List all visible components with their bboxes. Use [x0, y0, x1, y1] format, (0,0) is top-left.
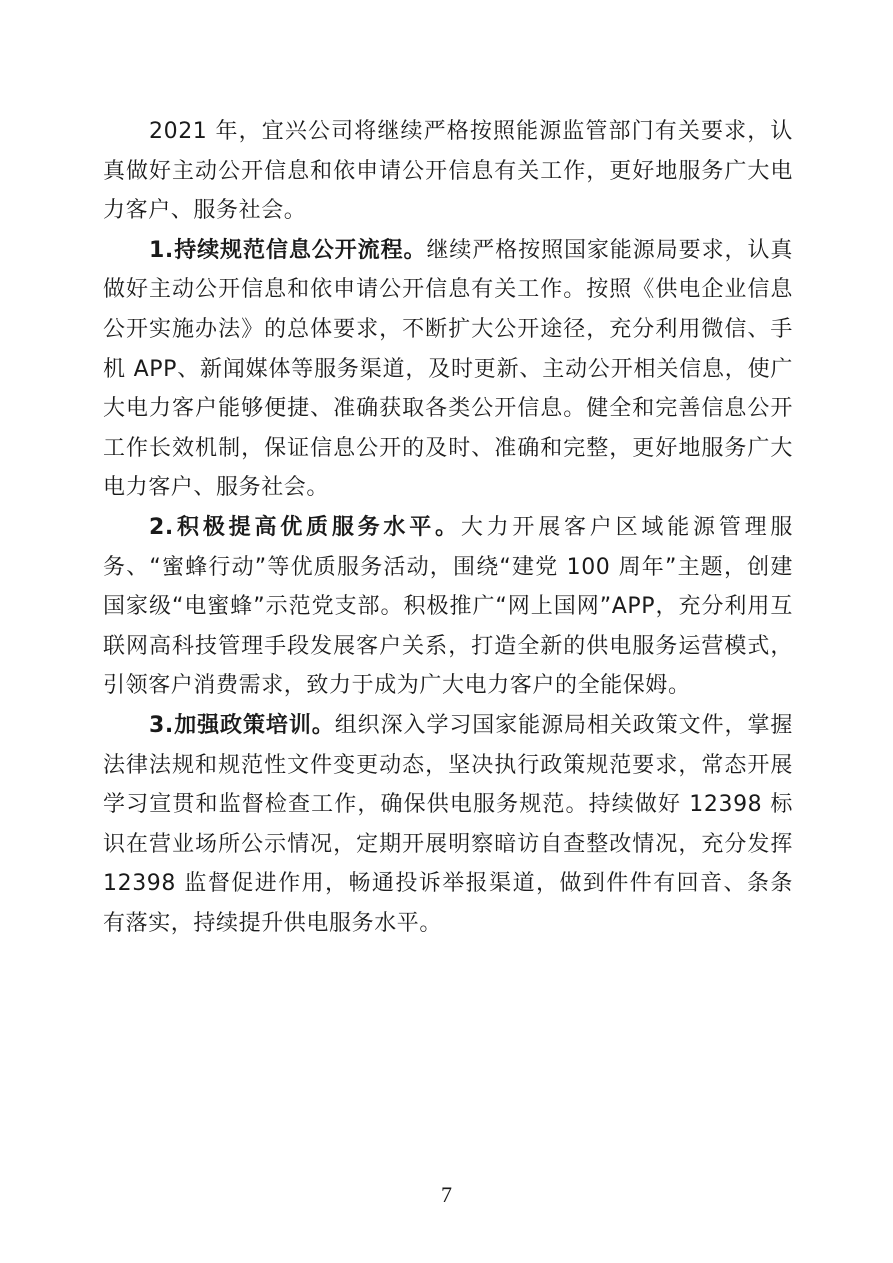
section-3-paragraph [103, 706, 793, 944]
section-3-text: 组织深入学习国家能源局相关政策文件，掌握法律法规和规范性文件变更动态，坚决执行政策规范要求，常态开展学习宣贯和监督检查工作，确保供电服务规范。持续做好 12398 标识在营业场所公示情况，定期开展明察暗访自查整改情况，充分发挥 12398 监督促进作用，畅通投诉举报渠道，做到件件有回音、条条有落实，持续提升供电服务水平。 [103, 712, 793, 936]
page-number: 7 [441, 1182, 452, 1207]
section-1-text: 继续严格按照国家能源局要求，认真做好主动公开信息和依申请公开信息有关工作。按照《供电企业信息公开实施办法》的总体要求，不断扩大公开途径，充分利用微信、手机 APP、新闻媒体等服务渠道，及时更新、主动公开相关信息，使广大电力客户能够便捷、准确获取各类公开信息。健全和完善信息公开工作长效机制，保证信息公开的及时、准确和完整，更好地服务广大电力客户、服务社会。 [103, 237, 793, 501]
document-body [103, 112, 793, 943]
section-3-heading: 3.加强政策培训。 [149, 712, 335, 738]
section-1-paragraph [103, 231, 793, 508]
section-2-paragraph [103, 508, 793, 706]
section-2-text: 大力开展客户区域能源管理服务、“蜜蜂行动”等优质服务活动，围绕“建党 100 周年”主题，创建国家级“电蜜蜂”示范党支部。积极推广“网上国网”APP，充分利用互联网高科技管理手段发展客户关系，打造全新的供电服务运营模式，引领客户消费需求，致力于成为广大电力客户的全能保姆。 [103, 514, 793, 699]
intro-paragraph [103, 112, 793, 231]
section-1-heading: 1.持续规范信息公开流程。 [149, 237, 427, 263]
intro-paragraph-text: 2021 年，宜兴公司将继续严格按照能源监管部门有关要求，认真做好主动公开信息和依申请公开信息有关工作，更好地服务广大电力客户、服务社会。 [103, 119, 793, 224]
section-2-heading: 2.积极提高优质服务水平。 [149, 514, 461, 540]
